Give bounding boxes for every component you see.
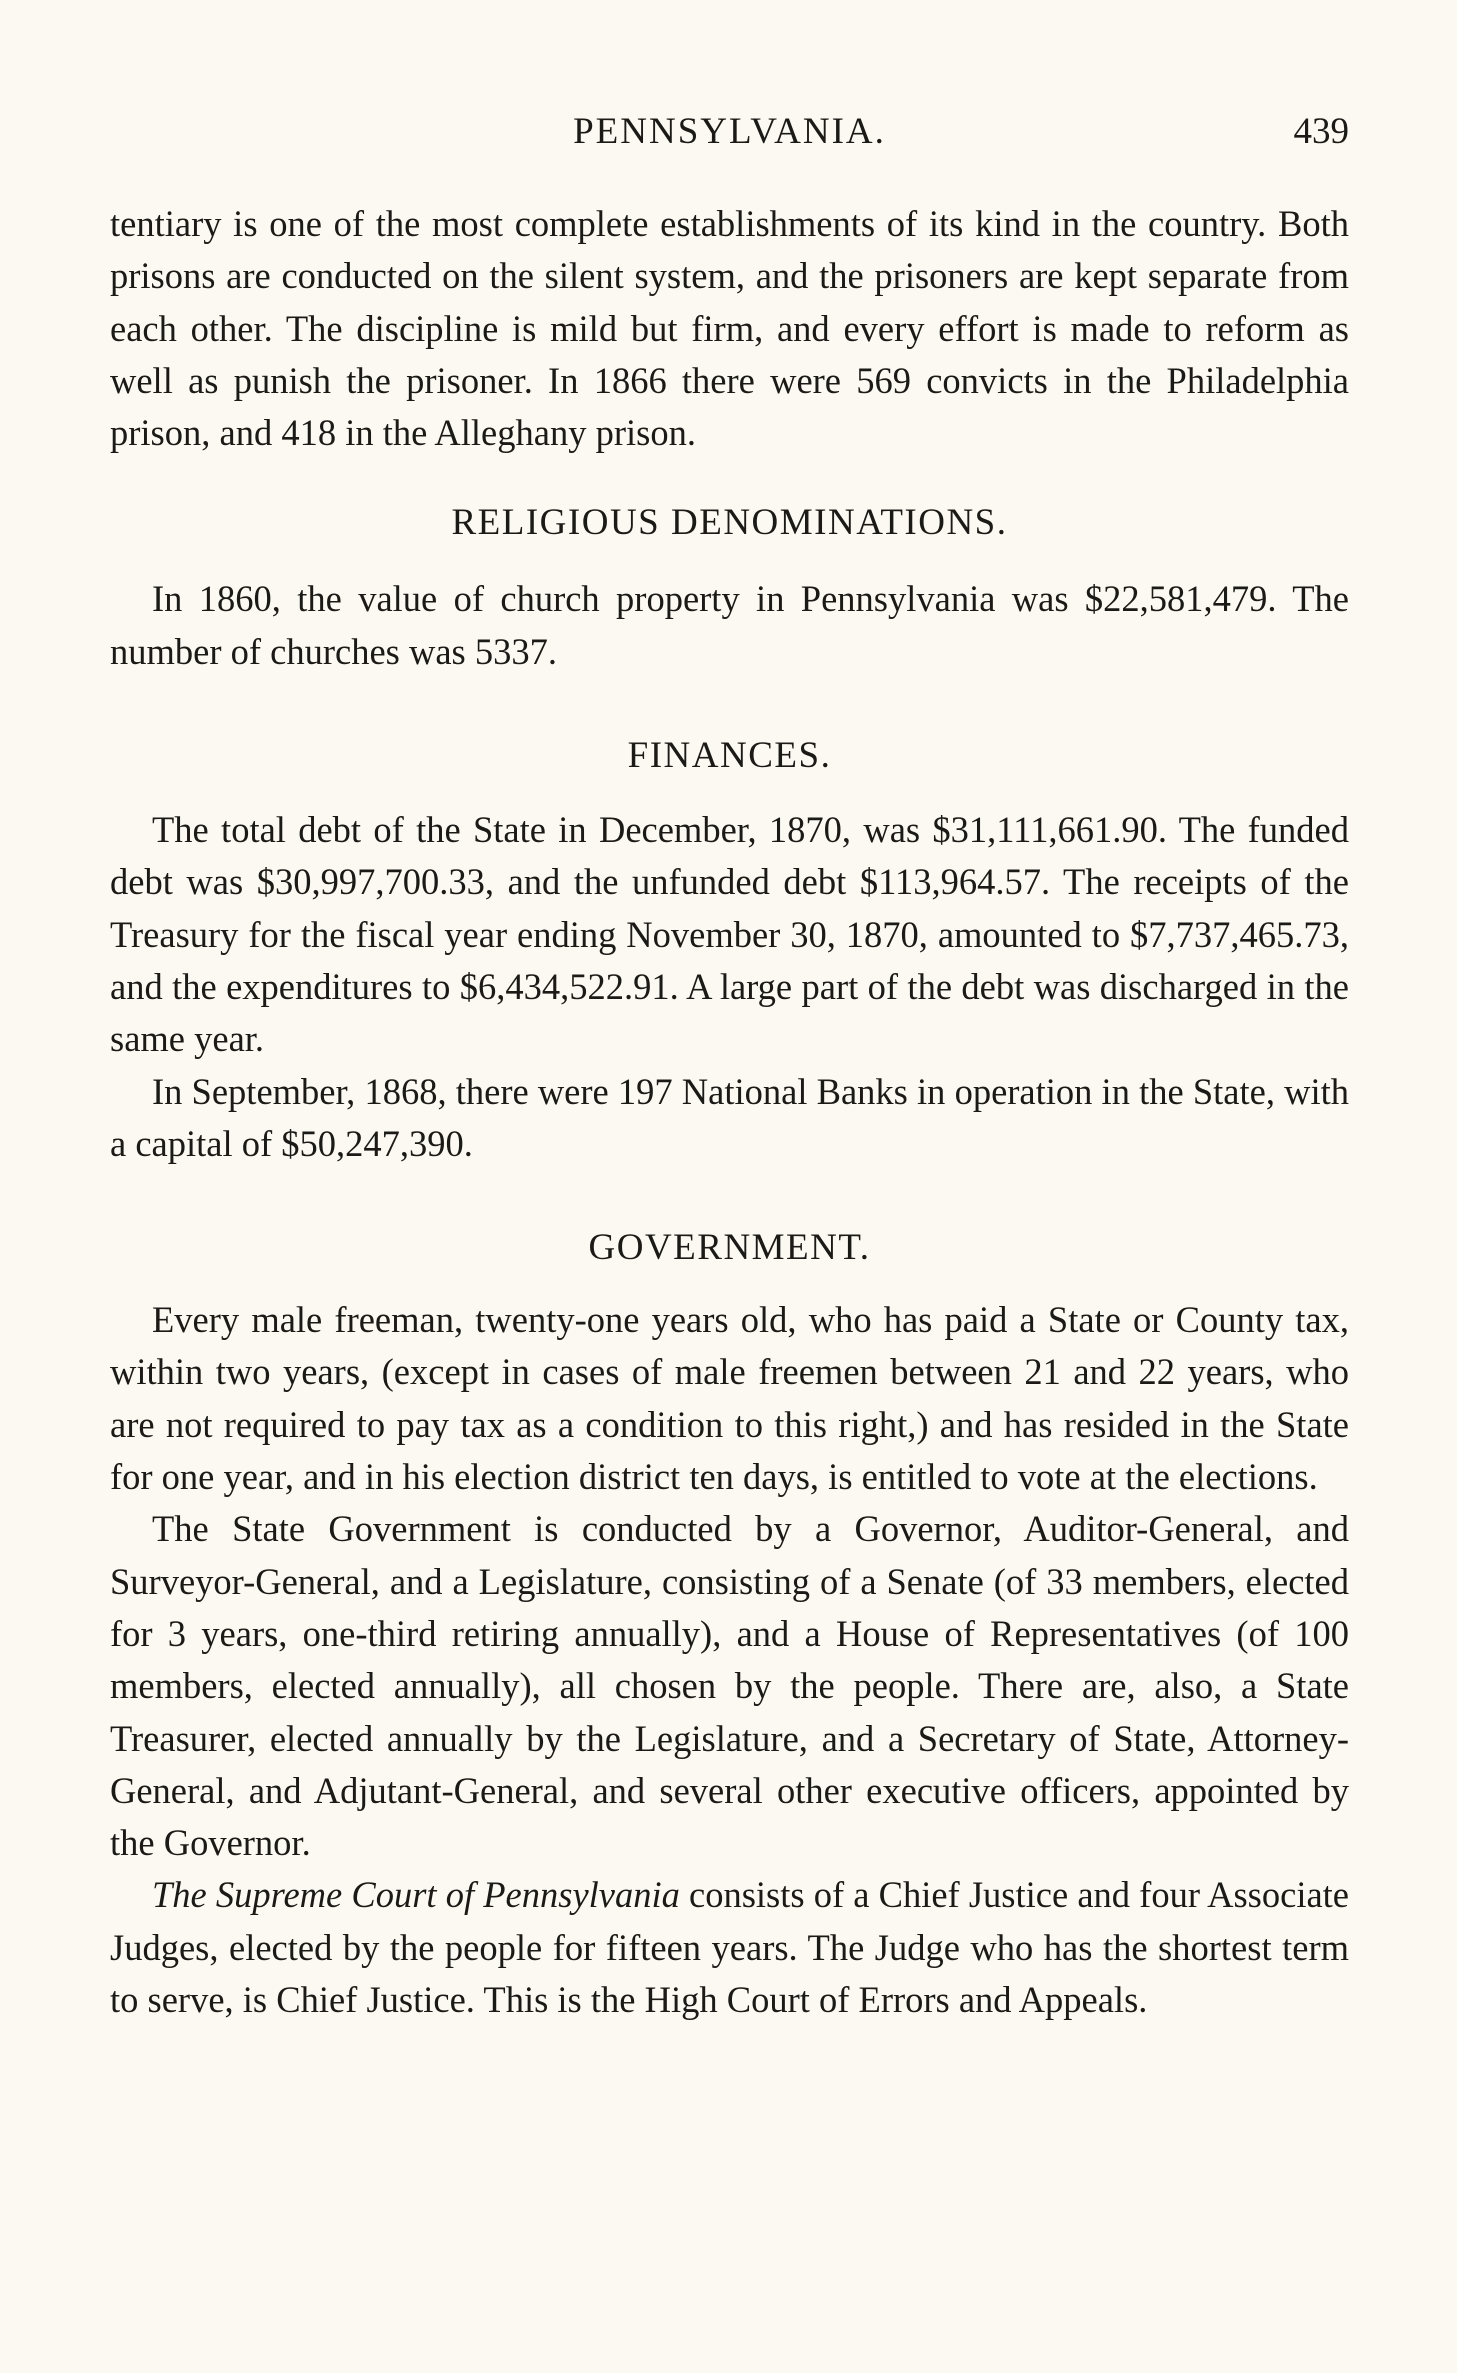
- finances-paragraph-debt: The total debt of the State in December, 1870, was $31,111,661.90. The funded debt was $30,997,700.33, and the unfunded debt $113,964.57. The receipts of the Treasury for the fiscal year ending November 30, 1870, amounted to $7,737,465.73, and the expenditures to $6,434,522.91. A large part of the debt was discharged in the same year.: [110, 809, 1349, 1060]
- finances-heading: FINANCES.: [627, 735, 832, 777]
- prisons-paragraph: tentiary is one of the most complete establishments of its kind in the country. Both prisons are conducted on the silent system, and the prisoners are kept separate from each other. The discipline is mild but firm, and every effort is made to reform as well as punish the prisoner. In 1866 there were 569 convicts in the Philadelphia prison, and 418 in the Alleghany prison.: [110, 203, 1349, 454]
- page-number: 439: [1293, 111, 1349, 152]
- finances-paragraph-banks: In September, 1868, there were 197 National Banks in operation in the State, with a capital of $50,247,390.: [110, 1070, 1349, 1164]
- body-text: [110, 198, 1349, 2026]
- religious-heading: RELIGIOUS DENOMINATIONS.: [451, 502, 1008, 544]
- court-description: consists of a Chief Justice and four Associate Judges, elected by the people for fifteen years. The Judge who has the shortest term to serve, is Chief Justice. This is the High Court of Errors and Appeals.: [110, 1874, 1349, 2021]
- government-paragraph-court: [110, 1869, 1349, 2026]
- court-name: The Supreme Court of Pennsylvania: [152, 1874, 680, 1916]
- running-title: PENNSYLVANIA.: [573, 111, 886, 152]
- running-head: [110, 0, 1349, 152]
- government-paragraph-officers: The State Government is conducted by a Governor, Auditor-General, and Surveyor-General, and a Legislature, consisting of a Senate (of 33 members, elected for 3 years, one-third retiring annually), and a House of Representatives (of 100 members, elected annually), all chosen by the people. There are, also, a State Treasurer, elected annually by the Legislature, and a Secretary of State, Attorney-General, and Adjutant-General, and several other executive officers, appointed by the Governor.: [110, 1508, 1349, 1864]
- religious-paragraph: In 1860, the value of church property in Pennsylvania was $22,581,479. The number of churches was 5337.: [110, 578, 1349, 672]
- government-paragraph-voting: Every male freeman, twenty-one years old, who has paid a State or County tax, within two years, (except in cases of male freemen between 21 and 22 years, who are not required to pay tax as a condition to this right,) and has resided in the State for one year, and in his election district ten days, is entitled to vote at the elections.: [110, 1299, 1349, 1498]
- government-heading: GOVERNMENT.: [588, 1227, 871, 1269]
